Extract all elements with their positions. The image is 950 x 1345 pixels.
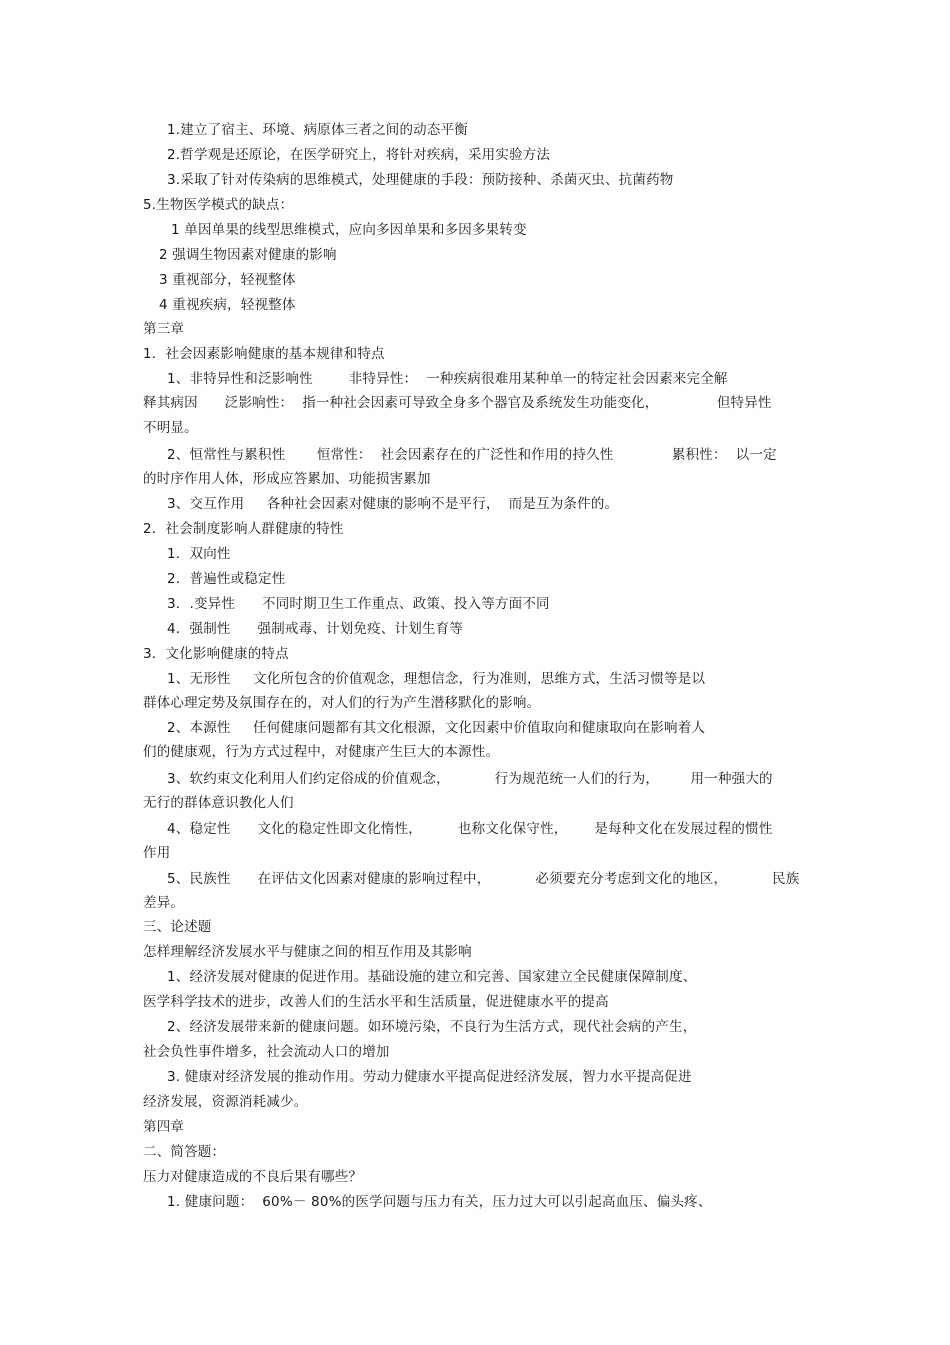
text-line: 医学科学技术的进步，改善人们的生活水平和生活质量，促进健康水平的提高 <box>143 994 609 1010</box>
question-line: 压力对健康造成的不良后果有哪些？ <box>143 1169 363 1185</box>
chapter-heading: 第四章 <box>143 1119 185 1135</box>
section-heading: 二、简答题： <box>143 1144 226 1160</box>
text-line: 1、无形性 文化所包含的价值观念，理想信念，行为准则，思维方式，生活习惯等是以 <box>167 671 706 687</box>
text-line: 2．普遍性或稳定性 <box>167 571 286 587</box>
text-line: 2 强调生物因素对健康的影响 <box>159 247 337 263</box>
text-line: 群体心理定势及氛围存在的，对人们的行为产生潜移默化的影响。 <box>143 695 541 711</box>
text-line: 1 单因单果的线型思维模式，应向多因单果和多因多果转变 <box>171 222 527 238</box>
text-line: 2、经济发展带来新的健康问题。如环境污染，不良行为生活方式，现代社会病的产生， <box>167 1019 697 1035</box>
text-line: 1、非特异性和泛影响性 非特异性： 一种疾病很难用某种单一的特定社会因素来完全解 <box>167 371 728 387</box>
text-line: 1. 健康问题： 60%－ 80%的医学问题与压力有关，压力过大可以引起高血压、偏头疼、 <box>167 1194 712 1210</box>
section-heading: 1．社会因素影响健康的基本规律和特点 <box>143 346 385 362</box>
chapter-heading: 第三章 <box>143 321 185 337</box>
text-line: 社会负性事件增多，社会流动人口的增加 <box>143 1044 390 1060</box>
text-line: 3. 健康对经济发展的推动作用。劳动力健康水平提高促进经济发展，智力水平提高促进 <box>167 1069 692 1085</box>
section-heading: 3．文化影响健康的特点 <box>143 646 289 662</box>
text-line: 的时序作用人体，形成应答累加、功能损害累加 <box>143 471 431 487</box>
section-heading: 三、论述题 <box>143 919 212 935</box>
text-line: 经济发展，资源消耗减少。 <box>143 1094 308 1110</box>
text-line: 1、经济发展对健康的促进作用。基础设施的建立和完善、国家建立全民健康保障制度、 <box>167 969 697 985</box>
text-line: 4、稳定性 文化的稳定性即文化惰性， 也称文化保守性， 是每种文化在发展过程的惯性 <box>167 821 773 837</box>
text-line: 4 重视疾病，轻视整体 <box>159 297 296 313</box>
text-line: 1．双向性 <box>167 546 231 562</box>
text-line: 2、恒常性与累积性 恒常性： 社会因素存在的广泛性和作用的持久性 累积性： 以一定 <box>167 447 777 463</box>
text-line: 作用 <box>143 845 171 861</box>
section-heading: 2．社会制度影响人群健康的特性 <box>143 521 344 537</box>
text-line: 差异。 <box>143 895 185 911</box>
text-line: 5.生物医学模式的缺点： <box>143 197 294 213</box>
text-line: 3、软约束文化利用人们约定俗成的价值观念， 行为规范统一人们的行为， 用一种强大的 <box>167 771 773 787</box>
text-line: 2、本源性 任何健康问题都有其文化根源，文化因素中价值取向和健康取向在影响着人 <box>167 720 706 736</box>
text-line: 不明显。 <box>143 420 198 436</box>
text-line: 无行的群体意识教化人们 <box>143 795 294 811</box>
text-line: 3 重视部分，轻视整体 <box>159 272 296 288</box>
text-line: 3．.变异性 不同时期卫生工作重点、政策、投入等方面不同 <box>167 596 550 612</box>
text-line: 5、民族性 在评估文化因素对健康的影响过程中， 必须要充分考虑到文化的地区， 民族 <box>167 871 800 887</box>
question-line: 怎样理解经济发展水平与健康之间的相互作用及其影响 <box>143 944 472 960</box>
text-line: 释其病因 泛影响性： 指一种社会因素可导致全身多个器官及系统发生功能变化， 但特异性 <box>143 395 772 411</box>
text-line: 们的健康观，行为方式过程中，对健康产生巨大的本源性。 <box>143 744 500 760</box>
text-line: 3、交互作用 各种社会因素对健康的影响不是平行， 而是互为条件的。 <box>167 496 619 512</box>
text-line: 3.采取了针对传染病的思维模式，处理健康的手段：预防接种、杀菌灭虫、抗菌药物 <box>167 172 674 188</box>
text-line: 4．强制性 强制戒毒、计划免疫、计划生育等 <box>167 621 464 637</box>
text-line: 2.哲学观是还原论，在医学研究上，将针对疾病，采用实验方法 <box>167 147 551 163</box>
text-line: 1.建立了宿主、环境、病原体三者之间的动态平衡 <box>167 122 468 138</box>
